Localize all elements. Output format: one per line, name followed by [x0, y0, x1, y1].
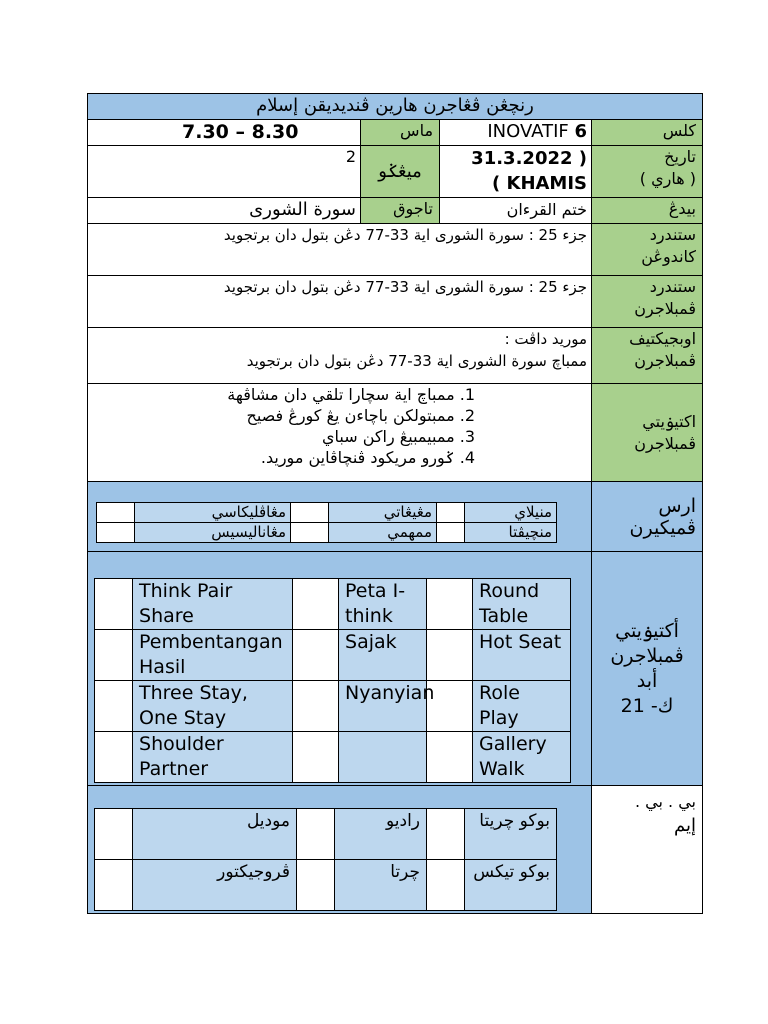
- pak21-option: Shoulder Partner: [133, 732, 293, 783]
- tarikh-label-main: تاريخ: [664, 147, 697, 166]
- aktiviti-item: 3. ممبيمبيڠ راكن سباي: [321, 427, 476, 446]
- objektif-line1: موريد داڤت :: [504, 330, 588, 348]
- bbm-label-line: إيم: [674, 815, 697, 836]
- kelas-name: INOVATIF: [487, 121, 569, 142]
- aktiviti-value: [88, 384, 592, 482]
- pak21-table: [94, 578, 571, 783]
- aktiviti-label: اكتيۏيتي ڤمبلاجرن: [592, 384, 703, 482]
- aktiviti-list: [92, 384, 475, 468]
- sk-value: جزء 25 : سورة الشورى اية 33-77 دڠن بتول دان برتجويد: [88, 224, 592, 276]
- objektif-value: [88, 328, 592, 384]
- aras-checkbox[interactable]: [97, 503, 135, 523]
- bbm-checkbox[interactable]: [95, 860, 133, 911]
- kelas-label: كلس: [592, 120, 703, 146]
- sk-label: ستندرد كاندوڠن: [592, 224, 703, 276]
- minggu-label: ميڠݢو: [361, 146, 440, 198]
- pak21-checkbox[interactable]: [95, 579, 133, 630]
- bbm-checkbox[interactable]: [95, 809, 133, 860]
- pak21-label-line: أبد: [636, 669, 658, 692]
- bbm-option: بوكو تيكس: [465, 860, 557, 911]
- bbm-table: [94, 808, 557, 911]
- pak21-label-line: ڤمبلاجرن: [610, 644, 684, 667]
- pak21-checkbox[interactable]: [95, 630, 133, 681]
- pak21-label-line: ك- 21: [620, 694, 674, 717]
- pak21-label-line: أكتيۏيتي: [615, 619, 679, 642]
- pak21-option: Role Play: [473, 681, 571, 732]
- aras-table: [96, 502, 557, 543]
- pak21-container: [88, 552, 592, 786]
- tarikh-date: 31.3.2022 ): [471, 148, 588, 169]
- bidang-label: بيدڠ: [592, 198, 703, 224]
- bbm-container: [88, 786, 592, 914]
- lesson-plan-table: [87, 93, 703, 914]
- tarikh-label-sub: ( هاري ): [639, 169, 697, 188]
- lesson-plan: [87, 93, 702, 914]
- aras-checkbox[interactable]: [437, 503, 465, 523]
- pak21-checkbox[interactable]: [95, 732, 133, 783]
- tarikh-value: [440, 146, 592, 198]
- aras-checkbox[interactable]: [437, 523, 465, 543]
- tajuk-value: سورة الشورى: [88, 198, 361, 224]
- aras-option: مڠاناليسيس: [135, 523, 291, 543]
- masa-value: 7.30 – 8.30: [88, 120, 361, 146]
- bidang-value: ختم القرءان: [440, 198, 592, 224]
- aras-option: منيلاي: [465, 503, 557, 523]
- pak21-option: Three Stay, One Stay: [133, 681, 293, 732]
- bbm-checkbox[interactable]: [297, 860, 335, 911]
- tarikh-day: ( KHAMIS: [492, 173, 588, 194]
- bbm-label-line: بي . بي .: [635, 792, 697, 811]
- aras-option: ممهمي: [329, 523, 437, 543]
- pak21-checkbox[interactable]: [293, 681, 339, 732]
- page-title: رنچڠن ڤڠاجرن هارين ڤنديديقن إسلام: [88, 94, 703, 120]
- aras-container: [88, 482, 592, 552]
- pak21-checkbox[interactable]: [427, 579, 473, 630]
- pak21-checkbox[interactable]: [427, 732, 473, 783]
- bbm-checkbox[interactable]: [297, 809, 335, 860]
- tajuk-label: تاجوق: [361, 198, 440, 224]
- pak21-option: Round Table: [473, 579, 571, 630]
- minggu-value: 2: [88, 146, 361, 198]
- pak21-checkbox[interactable]: [293, 732, 339, 783]
- aktiviti-item: 4. ݢورو مريكود ڤنچاڤاين موريد.: [260, 448, 476, 467]
- pak21-label: [592, 552, 703, 786]
- pak21-option: Pembentangan Hasil: [133, 630, 293, 681]
- pak21-checkbox[interactable]: [293, 579, 339, 630]
- masa-label: ماس: [361, 120, 440, 146]
- aras-option: مڠاڤليكاسي: [135, 503, 291, 523]
- tarikh-label: [592, 146, 703, 198]
- aras-option: منچيڤتا: [465, 523, 557, 543]
- pak21-option: Think Pair Share: [133, 579, 293, 630]
- pak21-option: Hot Seat: [473, 630, 571, 681]
- aras-checkbox[interactable]: [97, 523, 135, 543]
- bbm-option: بوكو چريتا: [465, 809, 557, 860]
- bbm-option: چرتا: [335, 860, 427, 911]
- pak21-option: [339, 732, 427, 783]
- pak21-option: Peta I-think: [339, 579, 427, 630]
- bbm-option: ڤروجيكتور: [133, 860, 297, 911]
- bbm-option: موديل: [133, 809, 297, 860]
- bbm-option: راديو: [335, 809, 427, 860]
- aras-checkbox[interactable]: [291, 503, 329, 523]
- aktiviti-item: 1. ممباچ اية سچارا تلقي دان مشاڤهة: [227, 385, 476, 404]
- pak21-checkbox[interactable]: [293, 630, 339, 681]
- bbm-checkbox[interactable]: [427, 860, 465, 911]
- kelas-value: [440, 120, 592, 146]
- aktiviti-item: 2. ممبتولكن باچاءن يڠ كورڠ فصيح: [246, 406, 476, 425]
- sp-label: ستندرد ڤمبلاجرن: [592, 276, 703, 328]
- aras-checkbox[interactable]: [291, 523, 329, 543]
- pak21-option: Sajak: [339, 630, 427, 681]
- pak21-option: Nyanyian: [339, 681, 427, 732]
- kelas-number: 6: [574, 121, 588, 142]
- objektif-line2: ممباچ سورة الشورى اية 33-77 دڠن بتول دان برتجويد: [246, 352, 588, 370]
- aras-label: ارس ڤميكيرن: [592, 482, 703, 552]
- pak21-checkbox[interactable]: [427, 630, 473, 681]
- pak21-option: Gallery Walk: [473, 732, 571, 783]
- sp-value: جزء 25 : سورة الشورى اية 33-77 دڠن بتول دان برتجويد: [88, 276, 592, 328]
- aras-option: مڠيڠاتي: [329, 503, 437, 523]
- bbm-checkbox[interactable]: [427, 809, 465, 860]
- objektif-label: اوبجيكتيف ڤمبلاجرن: [592, 328, 703, 384]
- bbm-label: [592, 786, 703, 914]
- pak21-checkbox[interactable]: [95, 681, 133, 732]
